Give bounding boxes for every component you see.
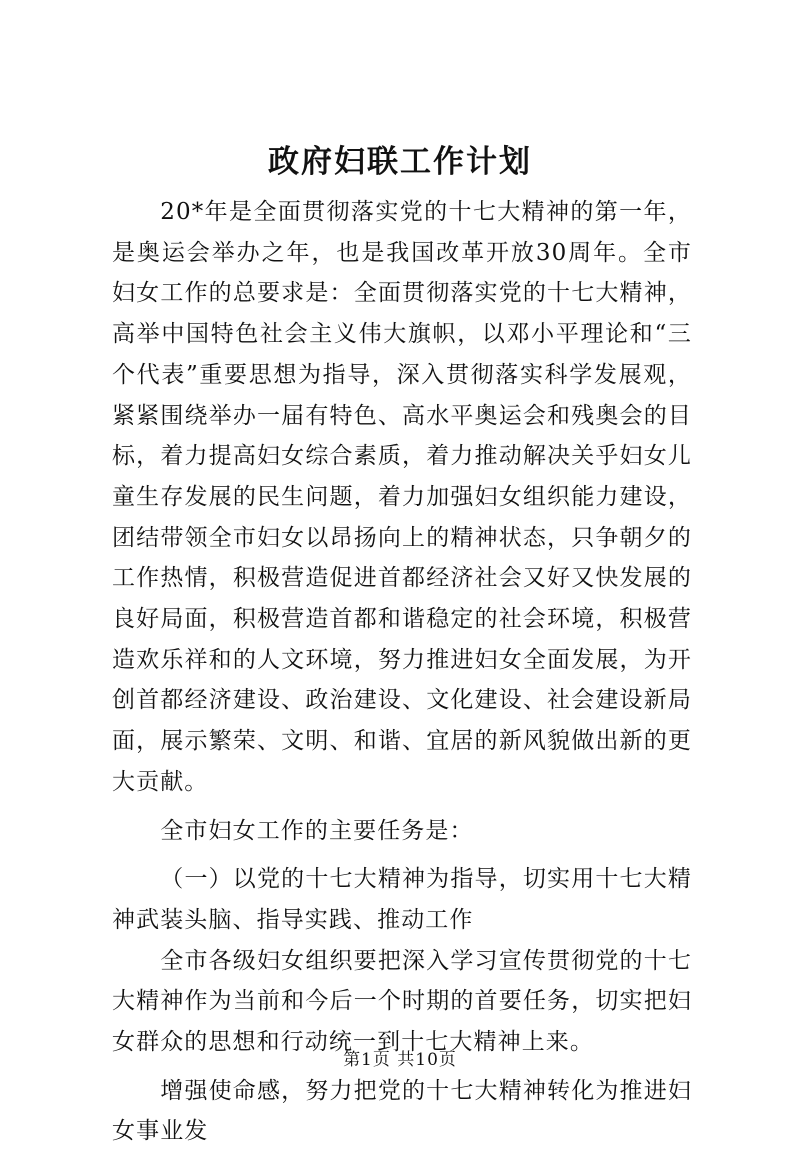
document-title: 政府妇联工作计划 xyxy=(268,144,532,180)
paragraph-section-one-heading: （一）以党的十七大精神为指导，切实用十七大精神武装头脑、指导实践、推动工作 xyxy=(112,866,692,933)
document-body xyxy=(112,192,692,1152)
paragraph-intro: 20*年是全面贯彻落实党的十七大精神的第一年，是奥运会举办之年，也是我国改革开放30周年。全市妇女工作的总要求是：全面贯彻落实党的十七大精神，高举中国特色社会主义伟大旗帜，以邓小平理论和“三个代表”重要思想为指导，深入贯彻落实科学发展观，紧紧围绕举办一届有特色、高水平奥运会和残奥会的目标，着力提高妇女综合素质，着力推动解决关乎妇女儿童生存发展的民生问题，着力加强妇女组织能力建设，团结带领全市妇女以昂扬向上的精神状态，只争朝夕的工作热情，积极营造促进首都经济社会又好又快发展的良好局面，积极营造首都和谐稳定的社会环境，积极营造欢乐祥和的人文环境，努力推进妇女全面发展，为开创首都经济建设、政治建设、文化建设、社会建设新局面，展示繁荣、文明、和谐、宜居的新风貌做出新的更大贡献。 xyxy=(112,199,692,795)
paragraph-mission: 增强使命感，努力把党的十七大精神转化为推进妇女事业发 xyxy=(112,1077,692,1145)
paragraph-study-task: 全市各级妇女组织要把深入学习宣传贯彻党的十七大精神作为当前和今后一个时期的首要任务，切实把妇女群众的思想和行动统一到十七大精神上来。 xyxy=(112,947,692,1056)
page-footer: 第1页 共10页 xyxy=(343,1050,457,1070)
paragraph-main-tasks: 全市妇女工作的主要任务是： xyxy=(160,817,474,844)
